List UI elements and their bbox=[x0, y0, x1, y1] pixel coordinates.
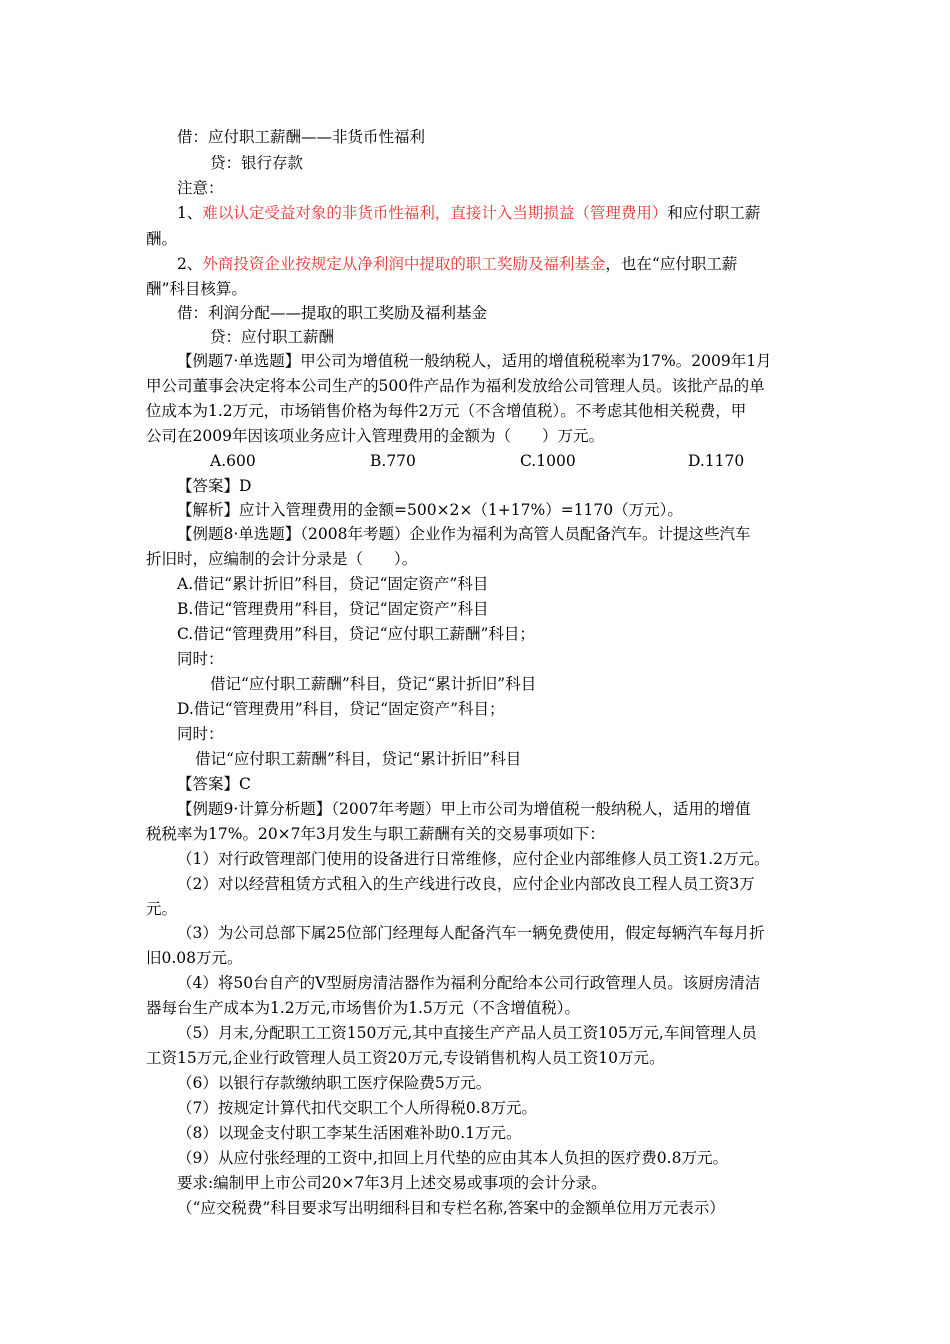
example-8-option-c-also: 同时： bbox=[177, 650, 224, 668]
example-9-item-5-continuation: 工资15万元,企业行政管理人员工资20万元,专设销售机构人员工资10万元。 bbox=[146, 1049, 665, 1067]
example-9-item-3-continuation: 旧0.08万元。 bbox=[146, 949, 243, 967]
note-1-highlight: 难以认定受益对象的非货币性福利，直接计入当期损益（管理费用） bbox=[202, 204, 668, 222]
example-9-item-7: （7）按规定计算代扣代交职工个人所得税0.8万元。 bbox=[177, 1099, 538, 1117]
note-2-number: 2、 bbox=[177, 255, 203, 273]
example-9-requirement-note: （“应交税费”科目要求写出明细科目和专栏名称,答案中的金额单位用万元表示） bbox=[177, 1199, 725, 1217]
example-7-option-c: C.1000 bbox=[520, 452, 576, 470]
example-9-question-line-2: 税税率为17%。20×7年3月发生与职工薪酬有关的交易事项如下： bbox=[146, 825, 605, 843]
note-1-number: 1、 bbox=[177, 204, 203, 222]
example-7-question: 【例题7·单选题】甲公司为增值税一般纳税人，适用的增值税税率为17%。2009年1月 bbox=[177, 352, 772, 370]
example-9-item-5: （5）月末,分配职工工资150万元,其中直接生产产品人员工资105万元,车间管理人员 bbox=[177, 1024, 757, 1042]
example-9-item-2: （2）对以经营租赁方式租入的生产线进行改良，应付企业内部改良工程人员工资3万 bbox=[177, 875, 755, 893]
example-9-question: 【例题9·计算分析题】（2007年考题）甲上市公司为增值税一般纳税人，适用的增值 bbox=[177, 800, 751, 818]
example-8-question: 【例题8·单选题】（2008年考题）企业作为福利为高管人员配备汽车。计提这些汽车 bbox=[177, 525, 751, 543]
example-7-question-line-4: 公司在2009年因该项业务应计入管理费用的金额为（ ）万元。 bbox=[146, 427, 604, 445]
example-7-option-d: D.1170 bbox=[688, 452, 745, 470]
example-7-analysis: 【解析】应计入管理费用的金额=500×2×（1+17%）=1170（万元）。 bbox=[177, 501, 683, 519]
note-2 bbox=[177, 253, 737, 275]
example-7-answer: 【答案】D bbox=[177, 477, 252, 495]
example-7-option-a: A.600 bbox=[210, 452, 256, 470]
note-1-tail: 和应付职工薪 bbox=[667, 204, 761, 222]
entry-credit-line-2: 贷：应付职工薪酬 bbox=[210, 328, 335, 346]
example-9-item-9: （9）从应付张经理的工资中,扣回上月代垫的应由其本人负担的医疗费0.8万元。 bbox=[177, 1149, 728, 1167]
note-heading: 注意： bbox=[177, 179, 224, 197]
note-1-continuation: 酬。 bbox=[146, 230, 178, 248]
note-1 bbox=[177, 202, 760, 224]
example-8-option-a: A.借记“累计折旧”科目，贷记“固定资产”科目 bbox=[177, 575, 489, 593]
example-7-question-line-2: 甲公司董事会决定将本公司生产的500件产品作为福利发放给公司管理人员。该批产品的单 bbox=[146, 377, 765, 395]
example-8-answer: 【答案】C bbox=[177, 775, 251, 793]
example-9-item-4: （4）将50台自产的V型厨房清洁器作为福利分配给本公司行政管理人员。该厨房清洁 bbox=[177, 974, 761, 992]
example-9-requirement: 要求:编制甲上市公司20×7年3月上述交易或事项的会计分录。 bbox=[177, 1174, 607, 1192]
example-7-option-b: B.770 bbox=[370, 452, 416, 470]
example-8-option-d-entry: 借记“应付职工薪酬”科目，贷记“累计折旧”科目 bbox=[195, 750, 522, 768]
example-8-option-b: B.借记“管理费用”科目，贷记“固定资产”科目 bbox=[177, 600, 489, 618]
example-9-item-2-continuation: 元。 bbox=[146, 900, 178, 918]
example-9-item-8: （8）以现金支付职工李某生活困难补助0.1万元。 bbox=[177, 1124, 522, 1142]
example-8-option-d-also: 同时： bbox=[177, 725, 224, 743]
entry-credit-line: 贷：银行存款 bbox=[210, 154, 304, 172]
example-7-question-line-3: 位成本为1.2万元，市场销售价格为每件2万元（不含增值税）。不考虑其他相关税费，甲 bbox=[146, 402, 747, 420]
entry-debit-line-2: 借：利润分配——提取的职工奖励及福利基金 bbox=[177, 304, 488, 322]
example-8-option-c-entry: 借记“应付职工薪酬”科目，贷记“累计折旧”科目 bbox=[210, 675, 537, 693]
note-2-highlight: 外商投资企业按规定从净利润中提取的职工奖励及福利基金 bbox=[202, 255, 606, 273]
note-2-tail: ，也在“应付职工薪 bbox=[605, 255, 738, 273]
example-9-item-4-continuation: 器每台生产成本为1.2万元,市场售价为1.5万元（不含增值税）。 bbox=[146, 999, 580, 1017]
example-8-option-d: D.借记“管理费用”科目，贷记“固定资产”科目； bbox=[177, 700, 505, 718]
example-9-item-3: （3）为公司总部下属25位部门经理每人配备汽车一辆免费使用，假定每辆汽车每月折 bbox=[177, 924, 765, 942]
example-8-question-line-2: 折旧时，应编制的会计分录是（ ）。 bbox=[146, 550, 418, 568]
example-9-item-1: （1）对行政管理部门使用的设备进行日常维修，应付企业内部维修人员工资1.2万元。 bbox=[177, 850, 770, 868]
note-2-continuation: 酬”科目核算。 bbox=[146, 280, 247, 298]
entry-debit-line: 借：应付职工薪酬——非货币性福利 bbox=[177, 128, 426, 146]
example-9-item-6: （6）以银行存款缴纳职工医疗保险费5万元。 bbox=[177, 1074, 492, 1092]
example-8-option-c: C.借记“管理费用”科目，贷记“应付职工薪酬”科目； bbox=[177, 625, 535, 643]
